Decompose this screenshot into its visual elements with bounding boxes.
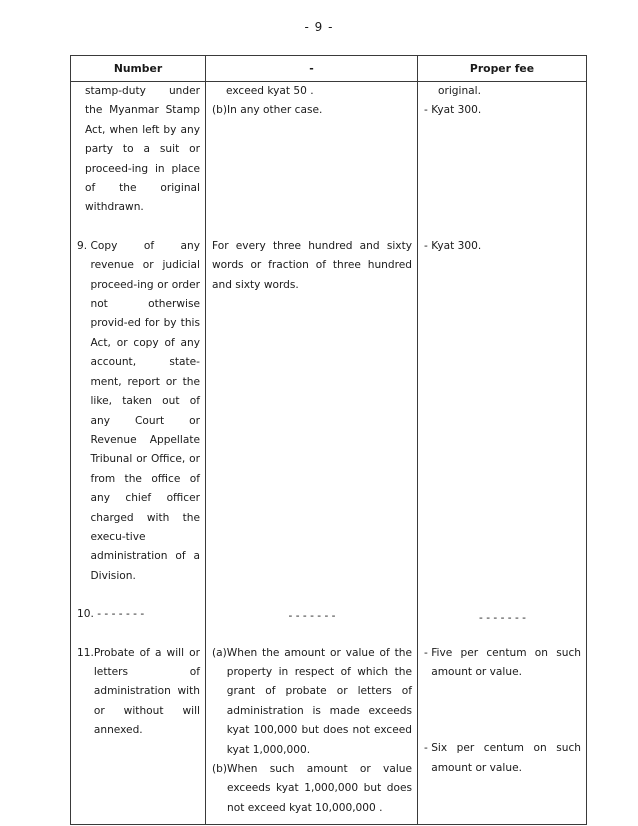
court-fees-table [70, 55, 587, 825]
condition-b: (b) When such amount or value exceeds kyat 1,000,000 but does not exceed kyat 10,000,000 . [212, 763, 412, 814]
article-number: 9. [77, 239, 91, 252]
fee-b: - Kyat 300. [424, 104, 482, 117]
table-header-row [71, 56, 587, 82]
condition-text: exceed kyat 50 . [226, 85, 314, 97]
header-proper-fee: Proper fee [418, 56, 587, 82]
table-row [71, 644, 587, 825]
fee-b: - Six per centum on such amount or value. [424, 742, 581, 774]
fee-a: - Five per centum on such amount or value. [424, 646, 581, 678]
fee-text: - Kyat 300. [424, 239, 482, 252]
article-description: Probate of a will or letters of administration with or without will annexed. [93, 646, 200, 737]
header-number: Number [71, 56, 206, 82]
fee-text: - - - - - - - [479, 612, 526, 625]
article-11 [71, 644, 205, 741]
table-row [71, 82, 587, 237]
article-description: 10. - - - - - - - [77, 608, 145, 621]
article-9 [71, 237, 205, 586]
condition-a: (a) When the amount or value of the property in respect of which the grant of probate or letters of administration is made exceeds kyat 100,000 but does not exceed kyat 1,000,000. [212, 646, 412, 756]
table-row [71, 605, 587, 643]
article-number: 11. [77, 646, 94, 659]
condition-text: - - - - - - - [288, 610, 336, 623]
page-number: - 9 - [304, 20, 334, 34]
article-description: stamp-duty under the Myanmar Stamp Act, when left by any party to a suit or proceed-ing in place of the original withdrawn. [85, 85, 200, 214]
article-description: Copy of any revenue or judicial proceed-ing or order not otherwise provid-ed for by this Act, or copy of any account, state-ment, report or the like, taken out of any Court or Revenue Appellate Tribunal or Office, or from the office of any chief officer charged with the execu-tive administration of a Division. [90, 239, 200, 582]
table-row [71, 237, 587, 605]
header-dash: - [206, 56, 418, 82]
condition-text: For every three hundred and sixty words or fraction of three hundred and sixty words. [212, 239, 412, 291]
fee-text: original. [438, 85, 481, 97]
condition-b: (b) In any other case. [212, 104, 323, 117]
